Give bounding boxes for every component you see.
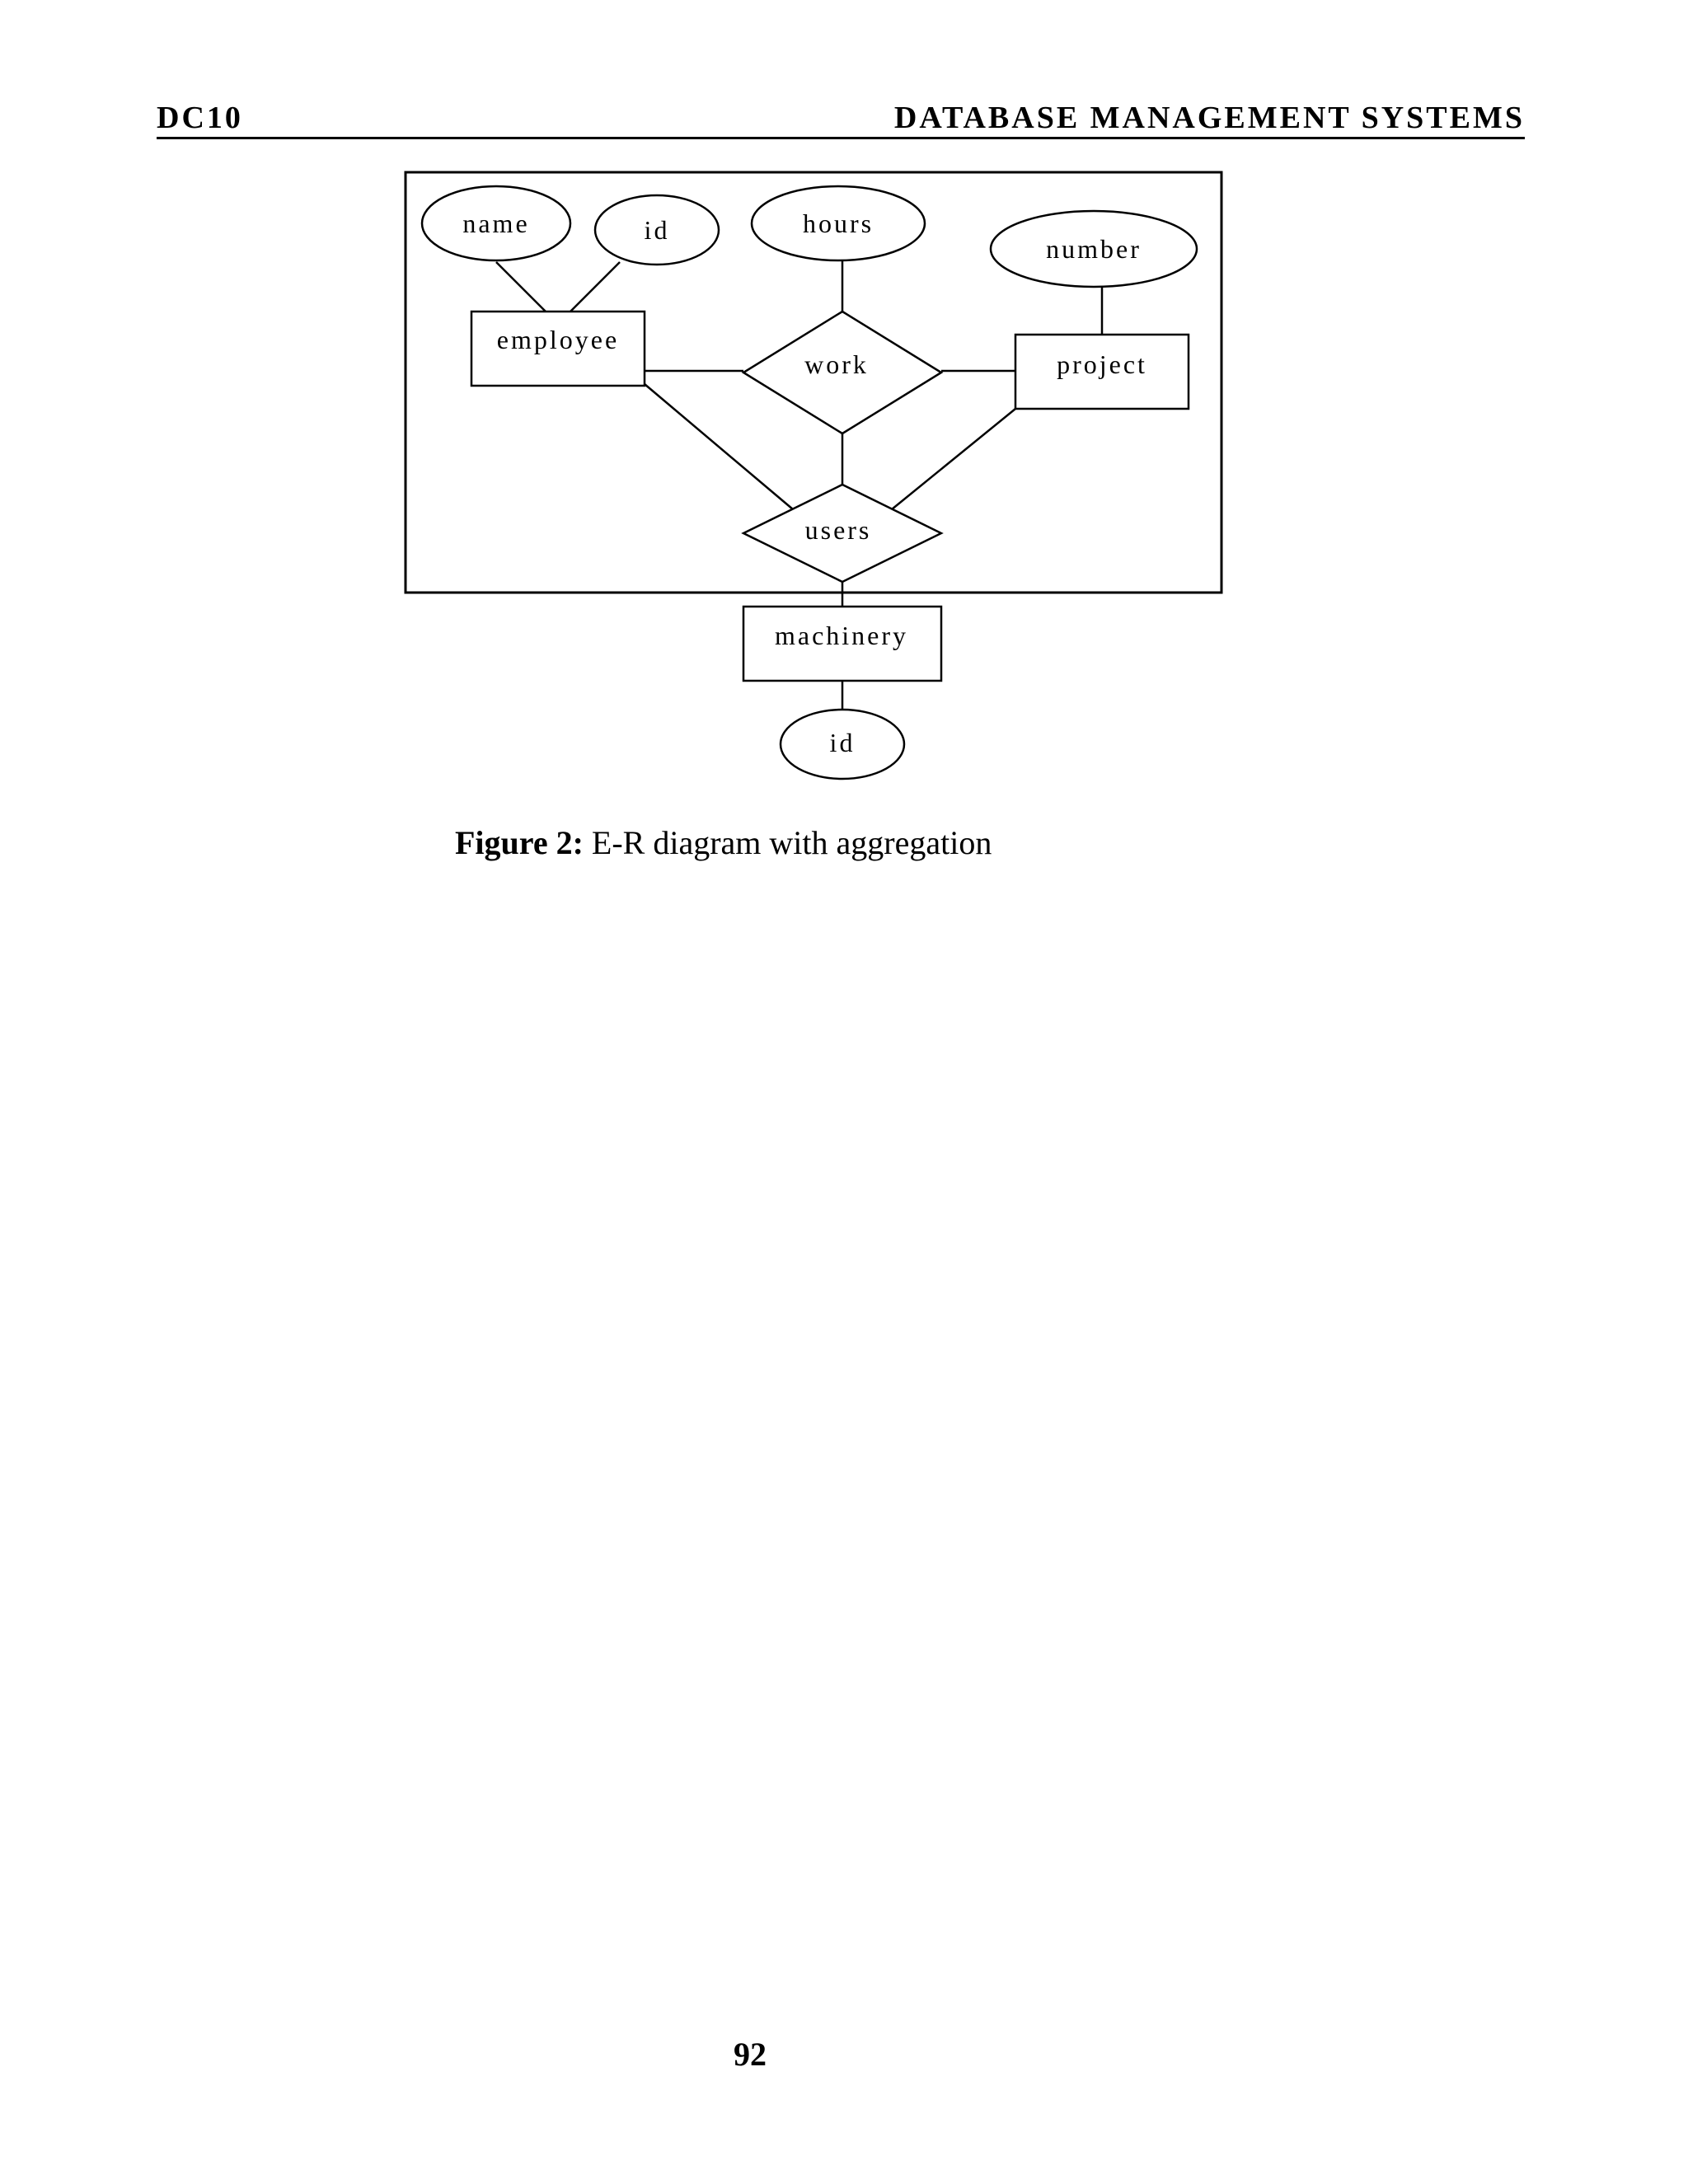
relationship-users-label: users	[804, 515, 872, 545]
figure-caption-text: E-R diagram with aggregation	[583, 824, 992, 861]
attribute-name-label: name	[462, 209, 530, 238]
attribute-employee-id	[595, 195, 719, 265]
attribute-number	[991, 211, 1197, 287]
attribute-name	[422, 186, 570, 260]
entity-employee-label: employee	[496, 325, 620, 354]
entity-project-label: project	[1057, 349, 1147, 379]
header-course-code: DC10	[157, 101, 243, 135]
attribute-number-label: number	[1046, 234, 1142, 264]
attribute-machinery-id	[781, 710, 904, 779]
edge-id-employee	[570, 262, 620, 312]
relationship-work	[743, 312, 941, 434]
entity-machinery	[743, 607, 941, 681]
attribute-employee-id-label: id	[644, 215, 670, 245]
attribute-hours-label: hours	[802, 209, 874, 238]
entity-employee	[471, 312, 645, 386]
edge-employee-users	[645, 384, 793, 509]
attribute-hours	[752, 186, 925, 260]
entity-project	[1015, 335, 1189, 409]
page-number: 92	[734, 2036, 767, 2073]
relationship-work-label: work	[804, 349, 869, 379]
figure-caption	[455, 824, 992, 862]
entity-machinery-label: machinery	[774, 621, 909, 650]
edge-name-employee	[496, 262, 546, 312]
edge-project-users	[892, 409, 1015, 509]
attribute-machinery-id-label: id	[829, 728, 856, 757]
relationship-users	[743, 485, 941, 582]
header-subject-title: DATABASE MANAGEMENT SYSTEMS	[893, 101, 1525, 135]
figure-caption-label: Figure 2:	[455, 824, 584, 861]
